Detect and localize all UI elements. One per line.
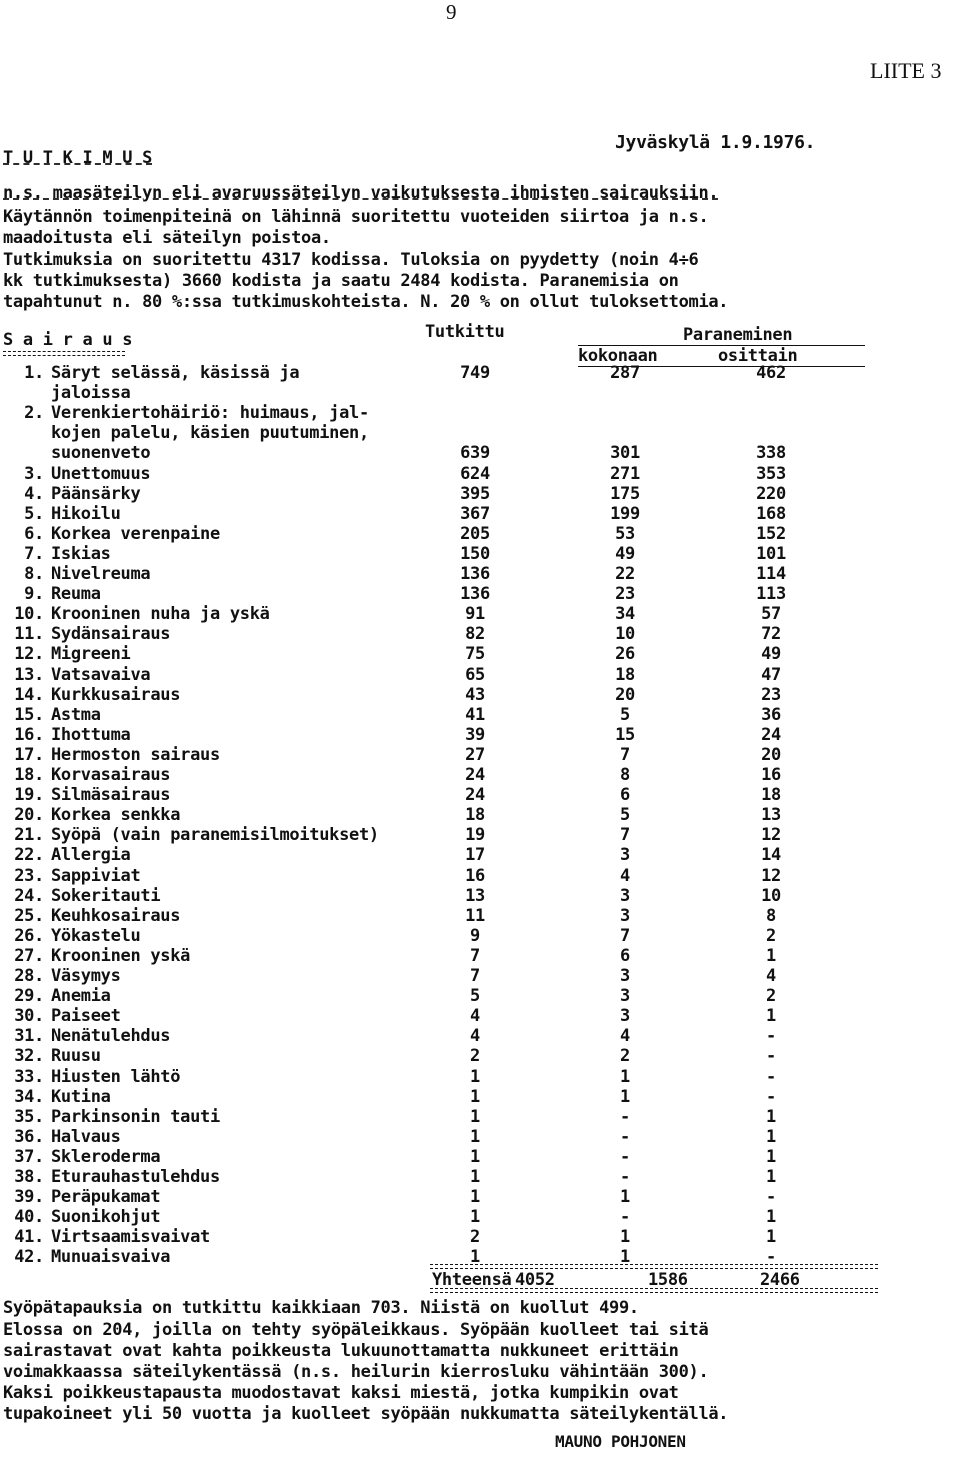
value-tutkittu: 624 [460,463,490,484]
total-tutkittu: 4052 [515,1270,555,1290]
value-kokonaan: 6 [620,785,630,806]
disease-name: Korvasairaus [51,765,171,785]
value-osittain: 353 [756,463,786,484]
value-osittain: 2 [766,986,776,1007]
table-row [0,1207,960,1227]
section-label: S a i r a u s [3,330,133,350]
disease-name: Nenätulehdus [51,1026,171,1047]
table-row [0,1087,960,1107]
value-kokonaan: 10 [615,624,635,645]
value-tutkittu: 2 [470,1227,480,1248]
value-osittain: 47 [761,664,781,685]
intro-line: maadoitusta eli säteilyn poistoa. [3,228,331,248]
table-row [0,403,960,463]
intro-line: Käytännön toimenpiteinä on lähinnä suoritettu vuoteiden siirtoa ja n.s. [3,207,709,227]
value-osittain: - [766,1026,776,1047]
row-number: 2. [24,403,44,424]
value-kokonaan: - [620,1126,630,1147]
row-number: 7. [24,543,44,564]
disease-name: Sappiviat [51,865,141,886]
value-tutkittu: 136 [460,584,490,605]
value-tutkittu: 11 [465,905,485,926]
column-header-paraneminen: Paraneminen [683,325,793,345]
value-tutkittu: 5 [470,986,480,1007]
row-number: 9. [24,584,44,605]
table-row [0,986,960,1006]
row-number: 5. [24,503,44,524]
disease-name: Hikoilu [51,503,121,524]
value-tutkittu: 1 [470,1247,480,1268]
value-tutkittu: 1 [470,1086,480,1107]
value-tutkittu: 24 [465,785,485,806]
disease-name: Ruusu [51,1046,101,1067]
table-row [0,745,960,765]
value-tutkittu: 17 [465,845,485,866]
value-tutkittu: 150 [460,543,490,564]
value-osittain: 101 [756,543,786,564]
row-number: 38. [14,1167,44,1187]
value-osittain: 23 [761,684,781,705]
table-row [0,464,960,484]
value-tutkittu: 4 [470,1006,480,1027]
column-header-kokonaan: kokonaan [578,346,658,366]
value-tutkittu: 1 [470,1126,480,1147]
table-row [0,524,960,544]
value-tutkittu: 1 [470,1167,480,1187]
value-kokonaan: 271 [610,463,640,484]
value-kokonaan: 6 [620,945,630,966]
table-row [0,946,960,966]
total-kokonaan: 1586 [648,1270,688,1290]
disease-name: Syöpä (vain paranemisilmoitukset) [51,825,379,846]
disease-name: Krooninen yskä [51,945,191,966]
value-kokonaan: 1 [620,1086,630,1107]
value-tutkittu: 27 [465,744,485,765]
value-osittain: 1 [766,945,776,966]
value-kokonaan: 34 [615,604,635,625]
value-kokonaan: 15 [615,724,635,745]
value-osittain: 1 [766,1006,776,1027]
value-osittain: - [766,1046,776,1067]
value-kokonaan: 1 [620,1187,630,1208]
value-kokonaan: 175 [610,483,640,504]
value-osittain: 72 [761,624,781,645]
value-kokonaan: 7 [620,925,630,946]
value-kokonaan: 301 [610,443,640,464]
value-kokonaan: 5 [620,805,630,826]
value-kokonaan: 287 [610,363,640,383]
value-osittain: 18 [761,785,781,806]
table-row [0,1026,960,1046]
document-heading: T U T K I M U S [3,148,153,168]
disease-name: Kutina [51,1086,111,1107]
disease-name: Korkea senkka [51,805,181,826]
row-number: 10. [14,604,44,625]
location-date: Jyväskylä 1.9.1976. [615,132,816,153]
total-label: Yhteensä [432,1270,512,1290]
table-row [0,765,960,785]
disease-name: jaloissa [51,383,131,404]
value-kokonaan: 2 [620,1046,630,1067]
disease-name: Virtsaamisvaivat [51,1227,210,1248]
value-tutkittu: 43 [465,684,485,705]
value-osittain: 14 [761,845,781,866]
disease-name: Vatsavaiva [51,664,151,685]
value-kokonaan: 3 [620,1006,630,1027]
row-number: 15. [14,704,44,725]
value-kokonaan: - [620,1207,630,1228]
table-row [0,544,960,564]
disease-name: Suonikohjut [51,1207,161,1228]
signature: MAUNO POHJONEN [555,1432,686,1451]
value-tutkittu: 82 [465,624,485,645]
value-osittain: 1 [766,1167,776,1187]
value-kokonaan: 3 [620,986,630,1007]
disease-name: Nivelreuma [51,564,151,584]
value-osittain: 1 [766,1126,776,1147]
value-tutkittu: 1 [470,1066,480,1087]
value-osittain: 114 [756,564,786,584]
row-number: 33. [14,1066,44,1087]
table-row [0,644,960,664]
value-tutkittu: 16 [465,865,485,886]
row-number: 26. [14,925,44,946]
row-number: 16. [14,724,44,745]
value-osittain: 338 [756,443,786,464]
row-number: 21. [14,825,44,846]
disease-name: kojen palelu, käsien puutuminen, [51,423,369,444]
row-number: 40. [14,1207,44,1228]
closing-line: Syöpätapauksia on tutkittu kaikkiaan 703. Niistä on kuollut 499. [3,1298,639,1318]
row-number: 22. [14,845,44,866]
value-kokonaan: 22 [615,564,635,584]
row-number: 42. [14,1247,44,1268]
table-row [0,1147,960,1167]
disease-name: Paiseet [51,1006,121,1027]
section-label-rule [3,351,125,356]
column-header-tutkittu: Tutkittu [425,322,505,342]
value-tutkittu: 7 [470,966,480,986]
table-row [0,1187,960,1207]
table-row [0,624,960,644]
row-number: 28. [14,966,44,986]
row-number: 14. [14,684,44,705]
disease-name: Yökastelu [51,925,141,946]
value-osittain: - [766,1086,776,1107]
table-row [0,504,960,524]
disease-name: Keuhkosairaus [51,905,181,926]
table-row [0,966,960,986]
disease-name: Krooninen nuha ja yskä [51,604,270,625]
disease-name: Peräpukamat [51,1187,161,1208]
table-row [0,906,960,926]
value-kokonaan: 49 [615,543,635,564]
value-osittain: 1 [766,1106,776,1127]
table-row [0,584,960,604]
table-row [0,604,960,624]
value-kokonaan: 18 [615,664,635,685]
disease-name: Kurkkusairaus [51,684,181,705]
page-number: 9 [446,0,457,24]
disease-name: Skleroderma [51,1146,161,1167]
row-number: 11. [14,624,44,645]
value-tutkittu: 4 [470,1026,480,1047]
value-kokonaan: 53 [615,523,635,544]
table-row [0,1006,960,1026]
value-tutkittu: 205 [460,523,490,544]
row-number: 34. [14,1086,44,1107]
row-number: 6. [24,523,44,544]
value-tutkittu: 24 [465,765,485,785]
disease-name: Iskias [51,543,111,564]
closing-line: voimakkaassa säteilykentässä (n.s. heilurin kierrosluku vähintään 300). [3,1362,709,1382]
appendix-label: LIITE 3 [870,58,942,83]
value-tutkittu: 395 [460,483,490,504]
row-number: 18. [14,765,44,785]
table-row [0,725,960,745]
value-kokonaan: 1 [620,1066,630,1087]
row-number: 4. [24,483,44,504]
value-kokonaan: 8 [620,765,630,785]
row-number: 30. [14,1006,44,1027]
value-kokonaan: 7 [620,744,630,765]
table-row [0,1067,960,1087]
value-tutkittu: 9 [470,925,480,946]
value-osittain: 2 [766,925,776,946]
value-osittain: 8 [766,905,776,926]
row-number: 31. [14,1026,44,1047]
disease-name: Ihottuma [51,724,131,745]
value-tutkittu: 19 [465,825,485,846]
closing-line: sairastavat ovat kahta poikkeusta lukuunottamatta nukkuneet erittäin [3,1341,679,1361]
row-number: 8. [24,564,44,584]
row-number: 19. [14,785,44,806]
value-osittain: 220 [756,483,786,504]
value-osittain: 12 [761,825,781,846]
disease-name: Sydänsairaus [51,624,171,645]
value-osittain: 24 [761,724,781,745]
table-row [0,1107,960,1127]
row-number: 17. [14,744,44,765]
value-osittain: 1 [766,1146,776,1167]
disease-name: Korkea verenpaine [51,523,220,544]
intro-line: tapahtunut n. 80 %:ssa tutkimuskohteista. N. 20 % on ollut tuloksettomia. [3,292,729,312]
value-osittain: 1 [766,1207,776,1228]
disease-name: Halvaus [51,1126,121,1147]
disease-name: Astma [51,704,101,725]
value-kokonaan: - [620,1146,630,1167]
value-osittain: - [766,1066,776,1087]
row-number: 36. [14,1126,44,1147]
value-kokonaan: 5 [620,704,630,725]
table-row [0,665,960,685]
value-osittain: 1 [766,1227,776,1248]
value-tutkittu: 1 [470,1207,480,1228]
row-number: 20. [14,805,44,826]
value-kokonaan: 1 [620,1247,630,1268]
table-row [0,705,960,725]
value-tutkittu: 136 [460,564,490,584]
value-kokonaan: - [620,1106,630,1127]
value-kokonaan: 7 [620,825,630,846]
table-row [0,685,960,705]
value-kokonaan: 26 [615,644,635,665]
intro-line: Tutkimuksia on suoritettu 4317 kodissa. Tuloksia on pyydetty (noin 4÷6 [3,250,699,270]
disease-name: Päänsärky [51,483,141,504]
value-tutkittu: 13 [465,885,485,906]
value-tutkittu: 41 [465,704,485,725]
disease-name: Migreeni [51,644,131,665]
value-kokonaan: 199 [610,503,640,524]
table-row [0,845,960,865]
table-row [0,886,960,906]
value-osittain: - [766,1247,776,1268]
value-osittain: 462 [756,363,786,383]
disease-name: Hiusten lähtö [51,1066,181,1087]
value-kokonaan: 3 [620,966,630,986]
total-osittain: 2466 [760,1270,800,1290]
value-kokonaan: 1 [620,1227,630,1248]
table-row [0,1167,960,1187]
row-number: 23. [14,865,44,886]
disease-name: Väsymys [51,966,121,986]
disease-name: Reuma [51,584,101,605]
disease-name: Verenkiertohäiriö: huimaus, jal- [51,403,369,424]
disease-name: Säryt selässä, käsissä ja [51,363,300,383]
row-number: 1. [24,363,44,383]
value-osittain: 20 [761,744,781,765]
value-kokonaan: - [620,1167,630,1187]
table-row [0,825,960,845]
value-tutkittu: 18 [465,805,485,826]
value-tutkittu: 7 [470,945,480,966]
value-osittain: 13 [761,805,781,826]
row-number: 41. [14,1227,44,1248]
value-kokonaan: 23 [615,584,635,605]
column-header-osittain: osittain [718,346,798,366]
document-subheading: n.s. maasäteilyn eli avaruussäteilyn vaikutuksesta ihmisten sairauksiin. [3,183,719,203]
value-osittain: 49 [761,644,781,665]
value-tutkittu: 91 [465,604,485,625]
value-osittain: 10 [761,885,781,906]
value-tutkittu: 367 [460,503,490,524]
value-tutkittu: 2 [470,1046,480,1067]
table-row [0,926,960,946]
table-row [0,785,960,805]
value-osittain: 113 [756,584,786,605]
value-tutkittu: 75 [465,644,485,665]
disease-name: Anemia [51,986,111,1007]
disease-name: Sokeritauti [51,885,161,906]
value-osittain: 36 [761,704,781,725]
row-number: 39. [14,1187,44,1208]
value-osittain: 12 [761,865,781,886]
disease-name: Unettomuus [51,463,151,484]
row-number: 27. [14,945,44,966]
value-tutkittu: 1 [470,1106,480,1127]
value-osittain: - [766,1187,776,1208]
value-tutkittu: 639 [460,443,490,464]
total-bottom-rule [430,1288,878,1293]
disease-name: Munuaisvaiva [51,1247,171,1268]
row-number: 13. [14,664,44,685]
row-number: 35. [14,1106,44,1127]
table-row [0,363,960,403]
value-osittain: 152 [756,523,786,544]
disease-name: Hermoston sairaus [51,744,220,765]
disease-name: Silmäsairaus [51,785,171,806]
value-osittain: 168 [756,503,786,524]
value-kokonaan: 20 [615,684,635,705]
value-kokonaan: 4 [620,1026,630,1047]
row-number: 25. [14,905,44,926]
total-top-rule [430,1264,878,1269]
closing-line: Kaksi poikkeustapausta muodostavat kaksi miestä, jotka kumpikin ovat [3,1383,679,1403]
value-kokonaan: 3 [620,885,630,906]
disease-name: Eturauhastulehdus [51,1167,220,1187]
disease-name: suonenveto [51,443,151,464]
table-row [0,1127,960,1147]
row-number: 24. [14,885,44,906]
value-osittain: 4 [766,966,776,986]
value-tutkittu: 749 [460,363,490,383]
value-kokonaan: 4 [620,865,630,886]
row-number: 29. [14,986,44,1007]
disease-name: Allergia [51,845,131,866]
value-kokonaan: 3 [620,845,630,866]
row-number: 12. [14,644,44,665]
row-number: 37. [14,1146,44,1167]
closing-line: Elossa on 204, joilla on tehty syöpäleikkaus. Syöpään kuolleet tai sitä [3,1320,709,1340]
table-row [0,805,960,825]
value-kokonaan: 3 [620,905,630,926]
intro-line: kk tutkimuksesta) 3660 kodista ja saatu 2484 kodista. Paranemisia on [3,271,679,291]
table-row [0,866,960,886]
table-row [0,484,960,504]
table-row [0,564,960,584]
table-row [0,1046,960,1066]
closing-line: tupakoineet yli 50 vuotta ja kuolleet syöpään nukkumatta säteilykentällä. [3,1404,729,1424]
value-tutkittu: 39 [465,724,485,745]
value-tutkittu: 1 [470,1187,480,1208]
row-number: 32. [14,1046,44,1067]
value-tutkittu: 65 [465,664,485,685]
row-number: 3. [24,463,44,484]
value-tutkittu: 1 [470,1146,480,1167]
value-osittain: 16 [761,765,781,785]
disease-name: Parkinsonin tauti [51,1106,220,1127]
value-osittain: 57 [761,604,781,625]
table-row [0,1227,960,1247]
